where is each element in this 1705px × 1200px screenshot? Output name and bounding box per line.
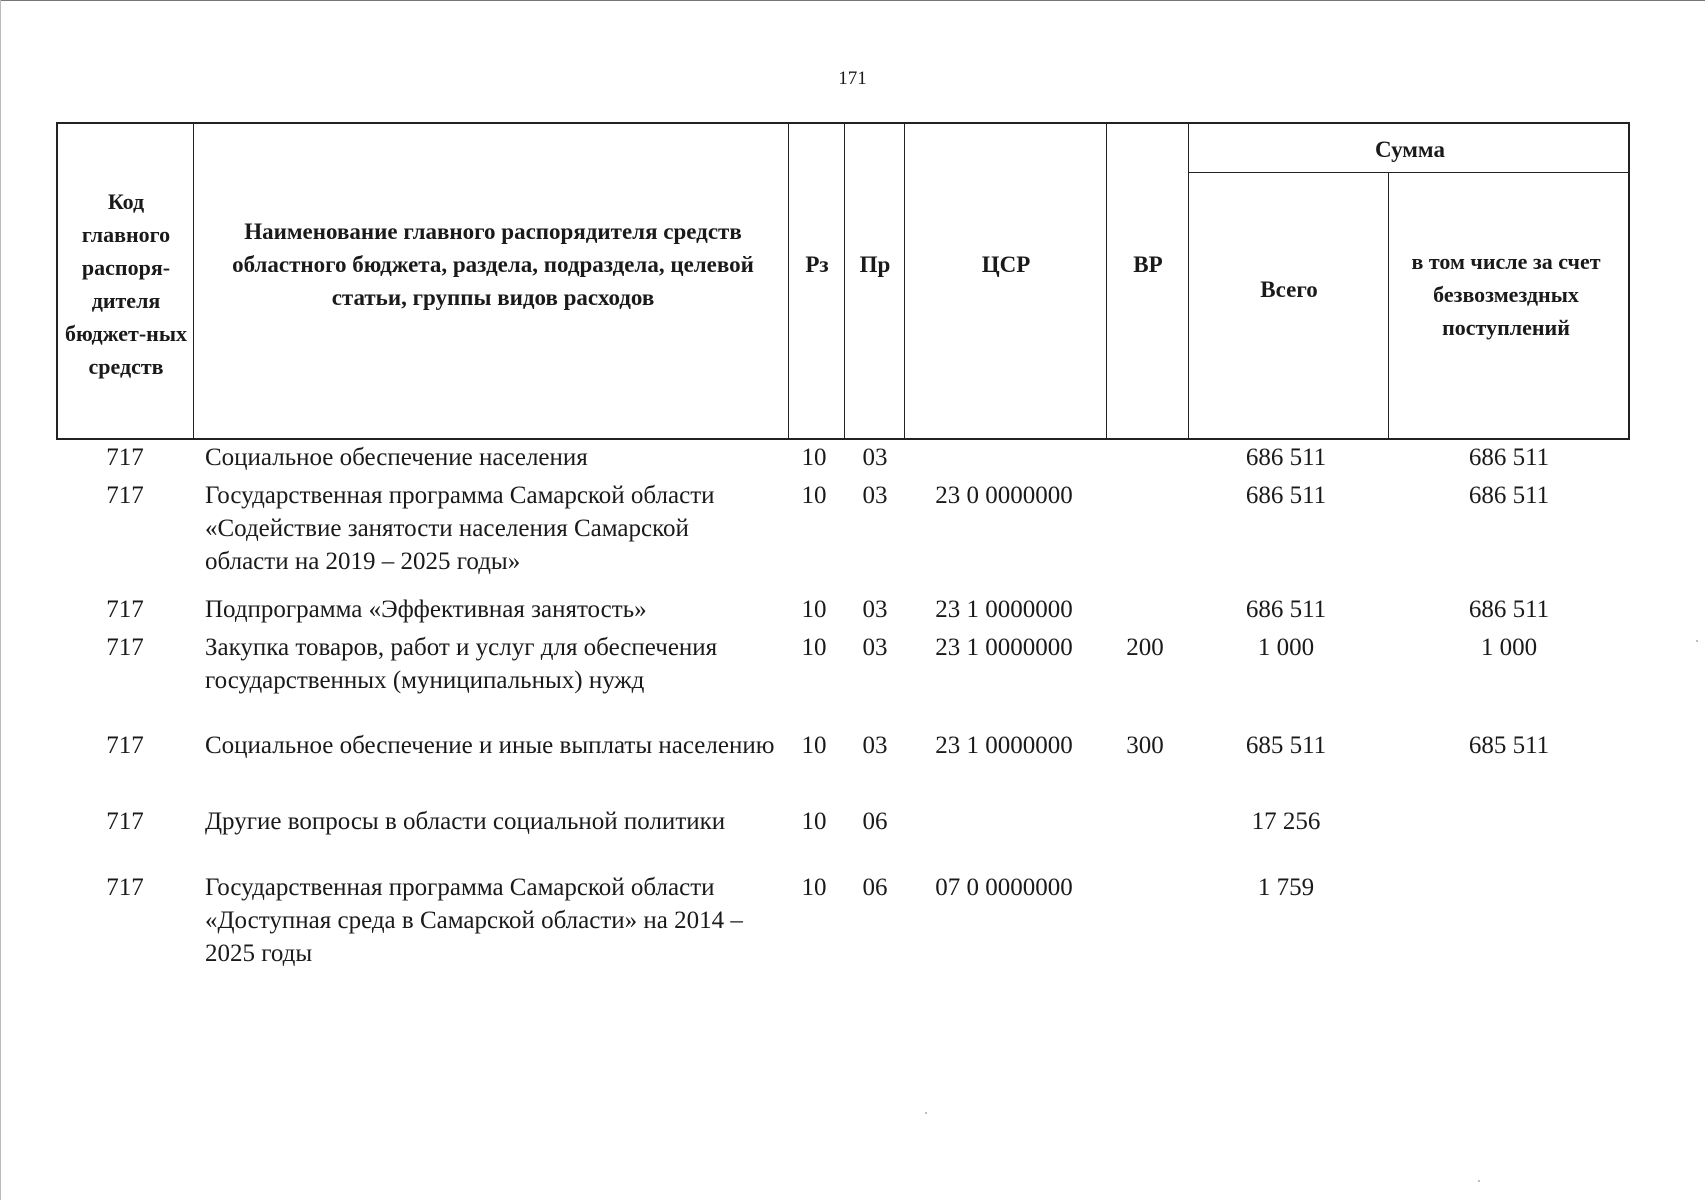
row-vr: 300: [1126, 732, 1164, 759]
row-code: 717: [106, 444, 144, 471]
row-name: Закупка товаров, работ и услуг для обеспечения государственных (муниципальных) нужд: [205, 634, 718, 694]
header-free: в том числе за счет безвозмездных поступлений: [1411, 248, 1601, 340]
row-rz: 10: [801, 732, 827, 759]
header-total: Всего: [1260, 276, 1318, 302]
row-name: Социальное обеспечение и иные выплаты населению: [205, 732, 775, 759]
row-code: 717: [106, 596, 144, 623]
row-name: Другие вопросы в области социальной политики: [205, 808, 726, 835]
row-code: 717: [106, 732, 144, 759]
row-pr: 06: [862, 808, 888, 835]
row-name: Государственная программа Самарской области «Содействие занятости населения Самарской области на 2019 – 2025 годы»: [205, 482, 715, 575]
row-pr: 03: [862, 444, 888, 471]
row-total: 17 256: [1251, 808, 1321, 835]
row-rz: 10: [801, 482, 827, 509]
row-free: 686 511: [1468, 596, 1550, 623]
row-pr: 03: [862, 482, 888, 509]
row-pr: 06: [862, 874, 888, 901]
row-rz: 10: [801, 444, 827, 471]
row-name: Социальное обеспечение населения: [205, 444, 588, 471]
row-total: 1 000: [1257, 634, 1315, 661]
column-divider: [1388, 172, 1389, 438]
sum-divider: [1188, 172, 1628, 173]
header-rz: Рз: [805, 251, 829, 277]
row-rz: 10: [801, 596, 827, 623]
row-free: 1 000: [1480, 634, 1538, 661]
header-csr: ЦСР: [981, 251, 1031, 277]
row-pr: 03: [862, 732, 888, 759]
row-total: 686 511: [1245, 482, 1327, 509]
column-divider: [904, 124, 905, 438]
header-vr: ВР: [1133, 251, 1163, 277]
scan-speck: [925, 1112, 927, 1114]
row-vr: 200: [1126, 634, 1164, 661]
row-total: 685 511: [1245, 732, 1327, 759]
row-name: Подпрограмма «Эффективная занятость»: [205, 596, 647, 623]
table-header: [56, 122, 1630, 440]
header-name: Наименование главного распорядителя средств областного бюджета, раздела, подраздела, целевой статьи, группы видов расходов: [232, 218, 754, 310]
row-csr: 23 0 0000000: [935, 482, 1073, 509]
row-csr: 23 1 0000000: [935, 596, 1073, 623]
row-free: 686 511: [1468, 444, 1550, 471]
column-divider: [788, 124, 789, 438]
row-csr: 23 1 0000000: [935, 634, 1073, 661]
scan-speck: [1696, 640, 1698, 642]
header-code: Код главного распоря-дителя бюджет-ных средств: [64, 189, 188, 379]
row-code: 717: [106, 874, 144, 901]
header-sum: Сумма: [1375, 136, 1445, 162]
row-code: 717: [106, 808, 144, 835]
row-total: 686 511: [1245, 444, 1327, 471]
row-rz: 10: [801, 874, 827, 901]
row-csr: 07 0 0000000: [935, 874, 1073, 901]
row-pr: 03: [862, 634, 888, 661]
row-name: Государственная программа Самарской области «Доступная среда в Самарской области» на 2014 – 2025 годы: [205, 874, 743, 967]
row-csr: 23 1 0000000: [935, 732, 1073, 759]
row-rz: 10: [801, 634, 827, 661]
row-pr: 03: [862, 596, 888, 623]
column-divider: [1106, 124, 1107, 438]
column-divider: [193, 124, 194, 438]
row-code: 717: [106, 482, 144, 509]
row-rz: 10: [801, 808, 827, 835]
scan-edge-left: [0, 0, 1, 1200]
page-number: 171: [838, 68, 867, 89]
scan-speck: [1478, 1180, 1480, 1182]
scan-edge-top: [0, 0, 1705, 1]
row-total: 1 759: [1257, 874, 1315, 901]
row-total: 686 511: [1245, 596, 1327, 623]
row-free: 686 511: [1468, 482, 1550, 509]
header-pr: Пр: [859, 251, 891, 277]
row-free: 685 511: [1468, 732, 1550, 759]
row-code: 717: [106, 634, 144, 661]
column-divider: [844, 124, 845, 438]
